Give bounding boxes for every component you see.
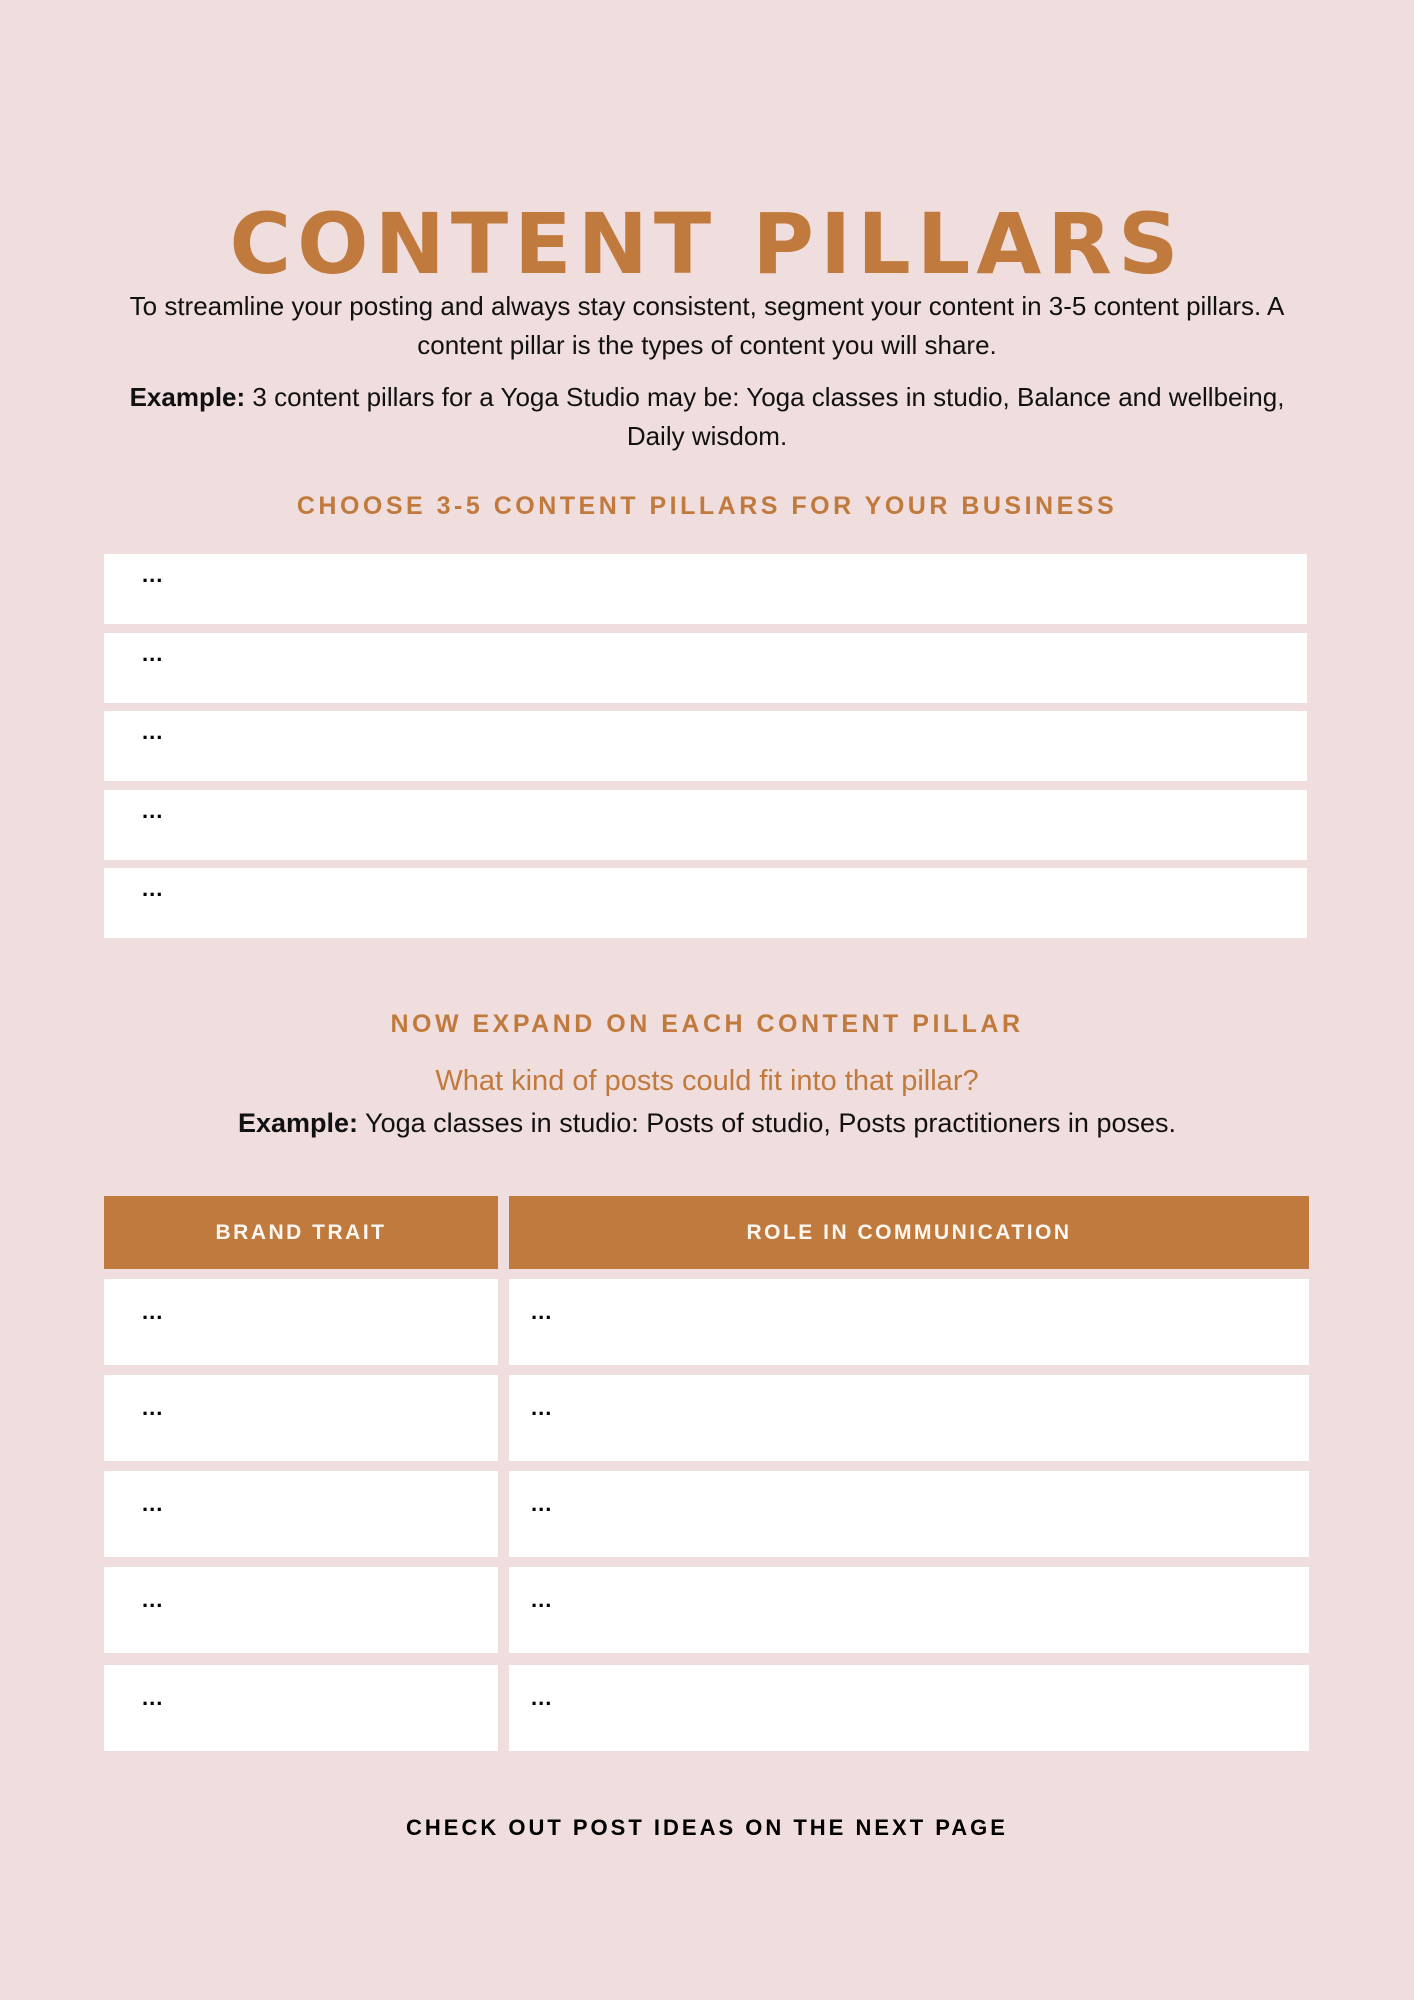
placeholder-ellipsis: ... [142,719,164,744]
table-cell-role-5[interactable] [509,1665,1309,1751]
placeholder-ellipsis: ... [531,1587,553,1612]
pillar-input-1[interactable] [104,554,1307,624]
footer-next-page-note: CHECK OUT POST IDEAS ON THE NEXT PAGE [406,1815,1008,1840]
intro-paragraph: To streamline your posting and always stay consistent, segment your content in 3-5 content pillars. A content pillar is the types of content you will share. [129,291,1285,360]
placeholder-ellipsis: ... [142,1491,164,1516]
placeholder-ellipsis: ... [142,1587,164,1612]
table-cell-brand-trait-2[interactable] [104,1375,498,1461]
table-cell-brand-trait-4[interactable] [104,1567,498,1653]
example-paragraph [110,378,1304,456]
placeholder-ellipsis: ... [142,1395,164,1420]
table-cell-brand-trait-5[interactable] [104,1665,498,1751]
example-text: Yoga classes in studio: Posts of studio, Posts practitioners in poses. [358,1108,1176,1138]
placeholder-ellipsis: ... [142,1299,164,1324]
section-heading-expand-pillars: NOW EXPAND ON EACH CONTENT PILLAR [390,1010,1024,1038]
example-paragraph-2 [0,1104,1414,1142]
example-label: Example: [129,382,246,412]
pillar-input-2[interactable] [104,633,1307,703]
placeholder-ellipsis: ... [531,1299,553,1324]
placeholder-ellipsis: ... [142,876,164,901]
placeholder-ellipsis: ... [142,798,164,823]
table-cell-brand-trait-3[interactable] [104,1471,498,1557]
placeholder-ellipsis: ... [142,1685,164,1710]
table-cell-role-2[interactable] [509,1375,1309,1461]
table-cell-role-3[interactable] [509,1471,1309,1557]
table-header-brand-trait: BRAND TRAIT [104,1196,498,1269]
placeholder-ellipsis: ... [531,1395,553,1420]
table-cell-role-4[interactable] [509,1567,1309,1653]
placeholder-ellipsis: ... [142,562,164,587]
table-header-role-in-communication: ROLE IN COMMUNICATION [509,1196,1309,1269]
table-cell-role-1[interactable] [509,1279,1309,1365]
page-title: CONTENT PILLARS [229,195,1185,294]
table-cell-brand-trait-1[interactable] [104,1279,498,1365]
section-heading-choose-pillars: CHOOSE 3-5 CONTENT PILLARS FOR YOUR BUSINESS [296,492,1118,520]
placeholder-ellipsis: ... [531,1685,553,1710]
example-text: 3 content pillars for a Yoga Studio may be: Yoga classes in studio, Balance and wellbeing, Daily wisdom. [245,382,1285,451]
placeholder-ellipsis: ... [531,1491,553,1516]
pillar-input-3[interactable] [104,711,1307,781]
pillar-input-4[interactable] [104,790,1307,860]
pillar-input-5[interactable] [104,868,1307,938]
guiding-question: What kind of posts could fit into that pillar? [435,1065,979,1097]
example-label: Example: [237,1108,359,1138]
placeholder-ellipsis: ... [142,641,164,666]
